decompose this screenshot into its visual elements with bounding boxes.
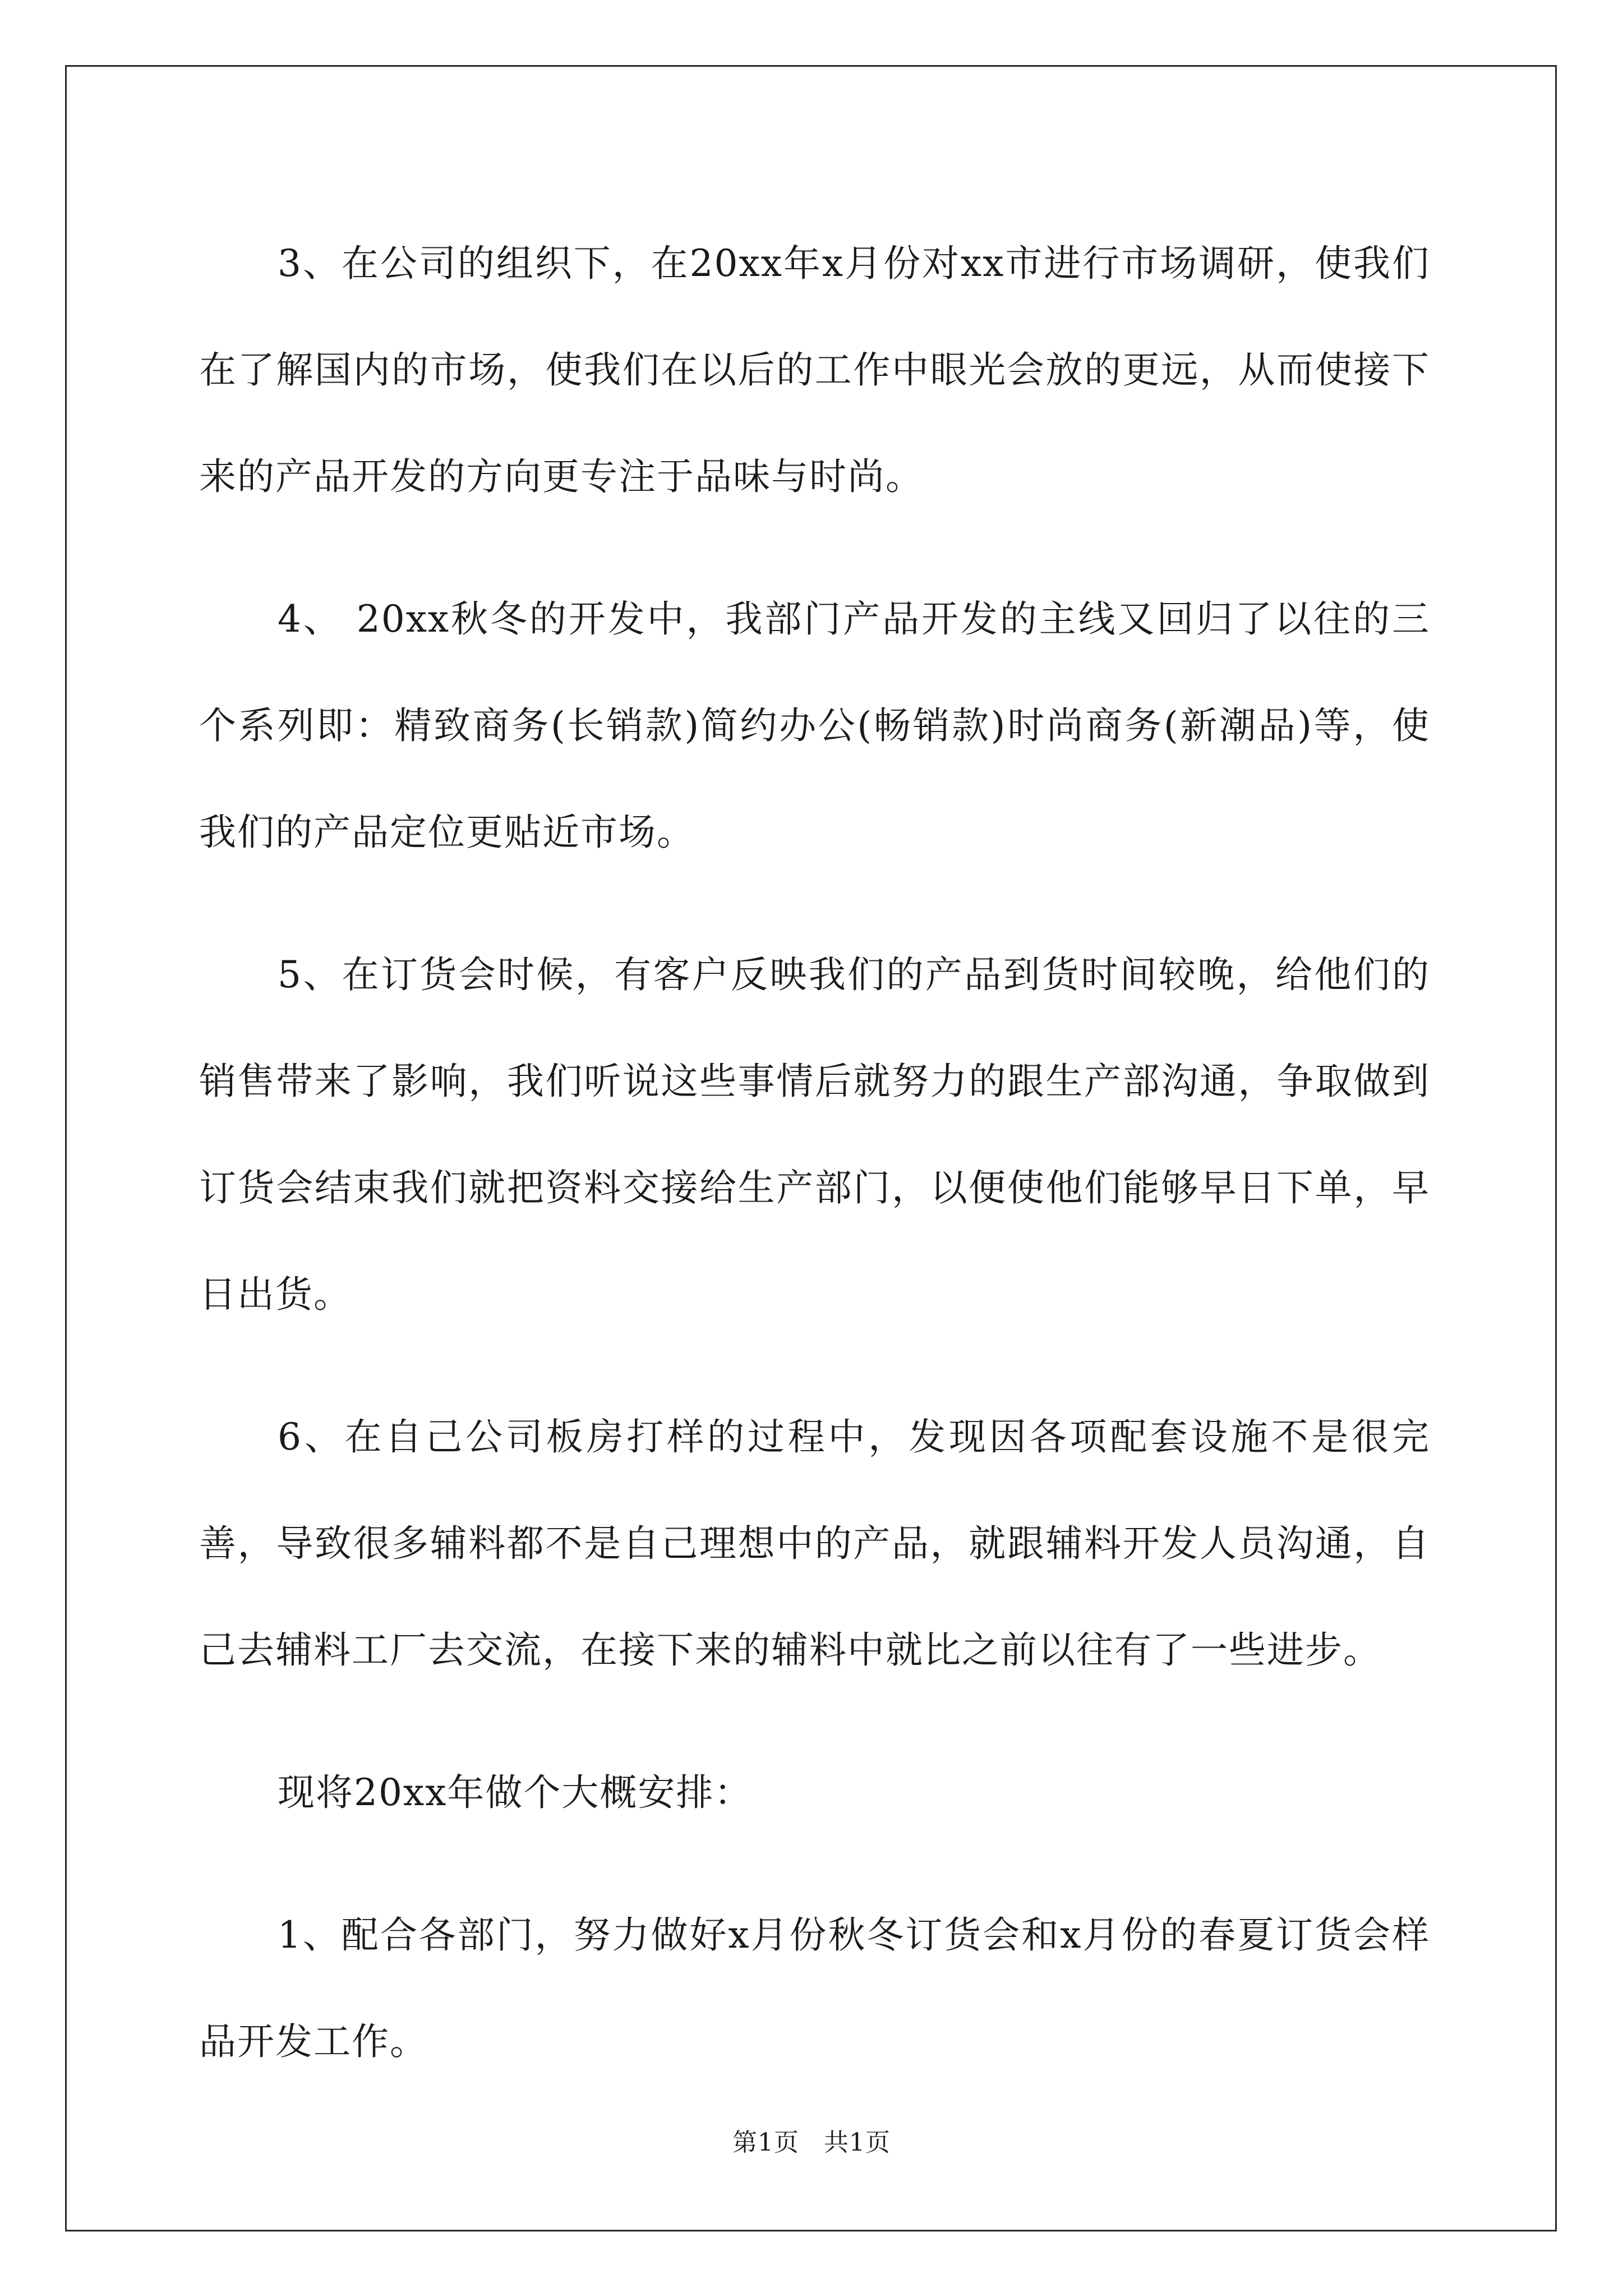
page-number: 第1页 [732,2128,799,2157]
plan-item-1: 1、配合各部门，努力做好x月份秋冬订货会和x月份的春夏订货会样品开发工作。 [199,1913,1430,2063]
page-footer [0,2126,1623,2160]
paragraph-5: 5、在订货会时候，有客户反映我们的产品到货时间较晚，给他们的销售带来了影响，我们听说这些事情后就努力的跟生产部沟通，争取做到订货会结束我们就把资料交接给生产部门，以便使他们能够早日下单，早日出货。 [199,953,1430,1316]
plan-intro: 现将20xx年做个大概安排： [278,1771,753,1814]
paragraph-6: 6、在自己公司板房打样的过程中，发现因各项配套设施不是很完善，导致很多辅料都不是自己理想中的产品，就跟辅料开发人员沟通，自己去辅料工厂去交流，在接下来的辅料中就比之前以往有了一些进步。 [199,1415,1430,1672]
paragraph-4: 4、 20xx秋冬的开发中，我部门产品开发的主线又回归了以往的三个系列即：精致商务(长销款)简约办公(畅销款)时尚商务(新潮品)等，使我们的产品定位更贴近市场。 [199,597,1430,854]
paragraph-3: 3、在公司的组织下，在20xx年x月份对xx市进行市场调研，使我们在了解国内的市场，使我们在以后的工作中眼光会放的更远，从而使接下来的产品开发的方向更专注于品味与时尚。 [199,242,1430,498]
document-body [199,210,1430,2095]
page-total: 共1页 [824,2128,891,2157]
